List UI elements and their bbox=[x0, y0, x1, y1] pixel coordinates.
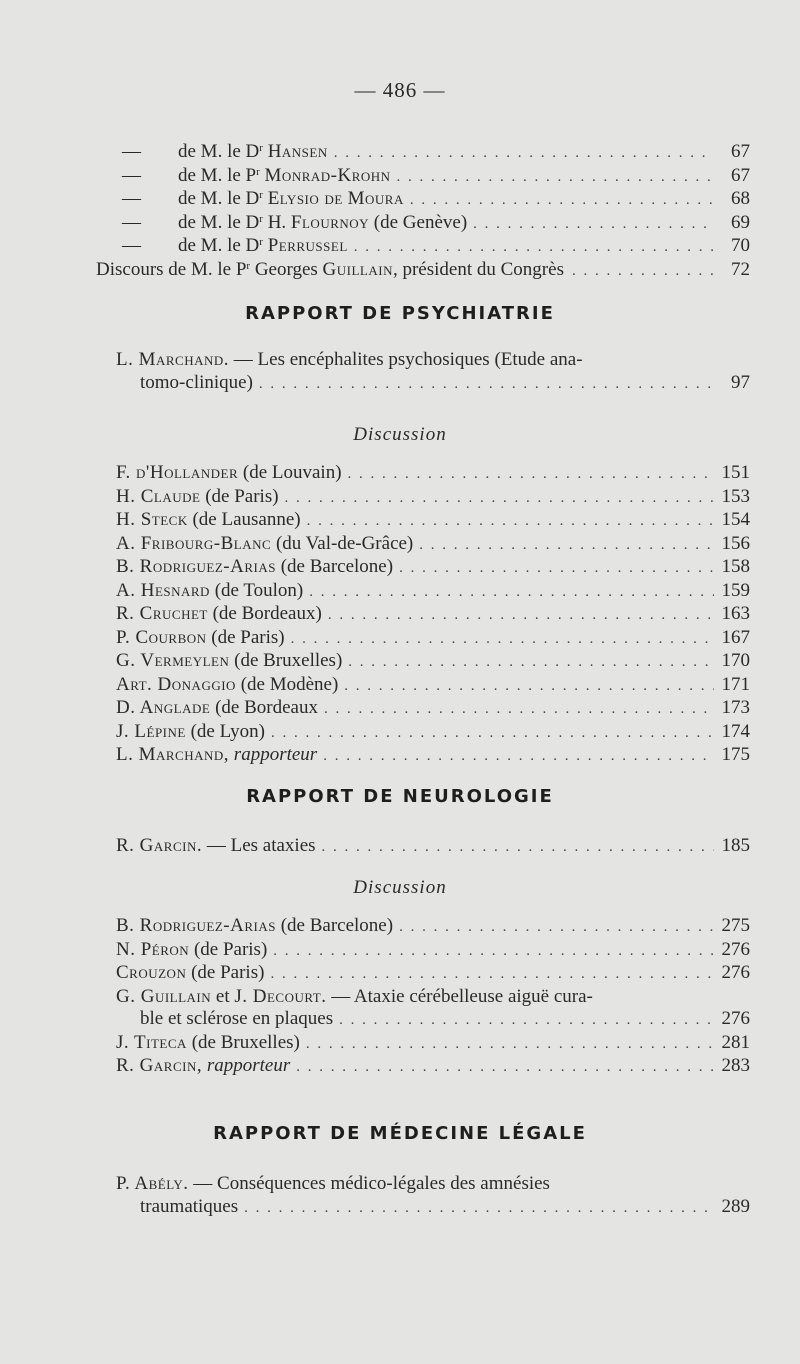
leader-dots bbox=[410, 189, 714, 212]
report-entry: R. Garcin. — Les ataxies . . . 185 bbox=[116, 835, 750, 859]
leader-dots bbox=[244, 1197, 714, 1220]
list-item: J. Lépine (de Lyon) . . . 174 bbox=[116, 721, 750, 745]
leader-dots bbox=[270, 963, 714, 986]
page-ref: 276 bbox=[721, 1008, 750, 1029]
page-ref: 72 bbox=[731, 258, 750, 280]
page-ref: 289 bbox=[721, 1195, 750, 1217]
list-item: — de M. le $D^r$ Hansen . . . 67 bbox=[116, 141, 750, 165]
page-ref: 67 bbox=[731, 164, 750, 186]
page-ref: 69 bbox=[731, 211, 750, 233]
list-item: J. Titeca (de Bruxelles) . . . 281 bbox=[116, 1032, 750, 1056]
leader-dots bbox=[324, 698, 714, 721]
list-item: — de M. le $D^r$ Elysio de Moura . . . 68 bbox=[116, 188, 750, 212]
list-item: A. Fribourg-Blanc (du Val-de-Grâce) . . . 156 bbox=[116, 533, 750, 557]
leader-dots bbox=[309, 581, 714, 604]
list-item: G. Guillain et J. Decourt. — Ataxie cérébelleuse aiguë cura- bbox=[116, 985, 593, 1007]
list-item: ble et sclérose en plaques . . . 276 bbox=[116, 1008, 750, 1032]
list-item: A. Hesnard (de Toulon) . . . 159 bbox=[116, 580, 750, 604]
page-ref: 167 bbox=[721, 626, 750, 648]
section-heading: RAPPORT DE NEUROLOGIE bbox=[246, 786, 554, 807]
discussion-list bbox=[116, 462, 750, 768]
page-ref: 163 bbox=[721, 603, 750, 624]
leader-dots bbox=[334, 142, 714, 165]
list-item: H. Steck (de Lausanne) . . . 154 bbox=[116, 509, 750, 533]
leader-dots bbox=[397, 166, 714, 189]
leader-dots bbox=[285, 487, 714, 510]
leader-dots bbox=[291, 628, 714, 651]
leader-dots bbox=[572, 260, 714, 283]
page-ref: 175 bbox=[721, 744, 750, 765]
page-ref: 159 bbox=[721, 579, 750, 601]
leader-dots bbox=[271, 722, 714, 745]
page-number: — 486 — bbox=[354, 78, 446, 102]
leader-dots bbox=[323, 745, 714, 768]
page-ref: 275 bbox=[721, 915, 750, 936]
page-ref: 156 bbox=[721, 532, 750, 554]
leader-dots bbox=[322, 836, 714, 859]
list-item: R. Garcin, rapporteur . . . 283 bbox=[116, 1055, 750, 1079]
leader-dots bbox=[348, 463, 714, 486]
list-item: F. d'Hollander (de Louvain) . . . 151 bbox=[116, 462, 750, 486]
list-item: — de M. le $D^r$ Perrussel . . . 70 bbox=[116, 235, 750, 259]
page-ref: 154 bbox=[721, 509, 750, 530]
leader-dots bbox=[473, 213, 714, 236]
list-item: — de M. le $P^r$ Monrad-Krohn . . . 67 bbox=[116, 165, 750, 189]
list-item: P. Courbon (de Paris) . . . 167 bbox=[116, 627, 750, 651]
page-ref: 67 bbox=[731, 141, 750, 162]
leader-dots bbox=[306, 1033, 714, 1056]
page-ref: 185 bbox=[721, 835, 750, 856]
top-entries bbox=[96, 141, 750, 282]
page-ref: 68 bbox=[731, 188, 750, 209]
discussion-list bbox=[116, 915, 750, 1079]
leader-dots bbox=[419, 534, 714, 557]
list-item: N. Péron (de Paris) . . . 276 bbox=[116, 939, 750, 963]
leader-dots bbox=[354, 236, 714, 259]
list-item: H. Claude (de Paris) . . . 153 bbox=[116, 486, 750, 510]
page-ref: 276 bbox=[721, 938, 750, 960]
list-item: Art. Donaggio (de Modène) . . . 171 bbox=[116, 674, 750, 698]
page-ref: 158 bbox=[721, 556, 750, 577]
list-item: B. Rodriguez-Arias (de Barcelone) . . . 275 bbox=[116, 915, 750, 939]
list-item: Discours de M. le $P^r$ Georges Guillain, président du Congrès . . . 72 bbox=[96, 259, 750, 283]
leader-dots bbox=[259, 373, 714, 396]
leader-dots bbox=[399, 557, 714, 580]
list-item: — de M. le $D^r$ H. Flournoy (de Genève) . . . 69 bbox=[116, 212, 750, 236]
page-ref: 97 bbox=[731, 371, 750, 393]
leader-dots bbox=[344, 675, 714, 698]
section-heading: RAPPORT DE PSYCHIATRIE bbox=[245, 303, 555, 324]
page-ref: 170 bbox=[721, 650, 750, 671]
page-ref: 283 bbox=[721, 1055, 750, 1076]
page-ref: 276 bbox=[721, 962, 750, 983]
leader-dots bbox=[307, 510, 714, 533]
list-item: D. Anglade (de Bordeaux . . . 173 bbox=[116, 697, 750, 721]
leader-dots bbox=[339, 1009, 714, 1032]
page-ref: 173 bbox=[721, 697, 750, 718]
leader-dots bbox=[328, 604, 714, 627]
page-ref: 70 bbox=[731, 235, 750, 256]
page-ref: 153 bbox=[721, 485, 750, 507]
list-item: B. Rodriguez-Arias (de Barcelone) . . . 158 bbox=[116, 556, 750, 580]
discussion-heading: Discussion bbox=[353, 424, 447, 445]
list-item: L. Marchand, rapporteur . . . 175 bbox=[116, 744, 750, 768]
leader-dots bbox=[348, 651, 714, 674]
leader-dots bbox=[273, 940, 714, 963]
discussion-heading: Discussion bbox=[353, 877, 447, 898]
leader-dots bbox=[399, 916, 714, 939]
list-item: R. Cruchet (de Bordeaux) . . . 163 bbox=[116, 603, 750, 627]
report-entry: L. Marchand. — Les encéphalites psychosiques (Etude ana- tomo-clinique) . . . 97 bbox=[116, 349, 750, 395]
list-item: G. Vermeylen (de Bruxelles) . . . 170 bbox=[116, 650, 750, 674]
leader-dots bbox=[296, 1056, 714, 1079]
page-ref: 174 bbox=[721, 720, 750, 742]
report-entry: P. Abély. — Conséquences médico-légales des amnésies traumatiques . . . 289 bbox=[116, 1173, 750, 1219]
page-ref: 151 bbox=[721, 462, 750, 483]
page-ref: 171 bbox=[721, 673, 750, 695]
section-heading: RAPPORT DE MÉDECINE LÉGALE bbox=[213, 1123, 587, 1144]
page-ref: 281 bbox=[721, 1031, 750, 1053]
list-item: Crouzon (de Paris) . . . 276 bbox=[116, 962, 750, 986]
